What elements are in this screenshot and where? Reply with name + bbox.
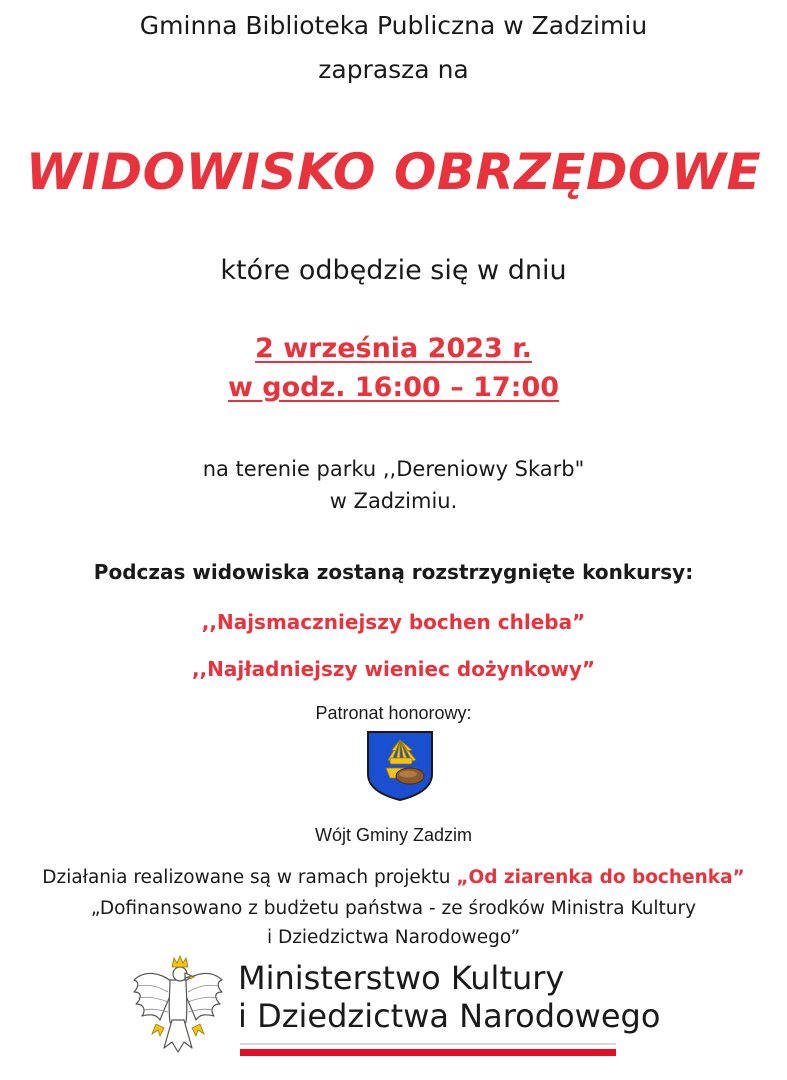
contests-heading: Podczas widowiska zostaną rozstrzygnięte konkursy:	[93, 560, 694, 584]
event-time: w godz. 16:00 – 17:00	[227, 372, 560, 403]
ministry-name-line: i Dziedzictwa Narodowego	[238, 997, 661, 1035]
contest-item: ,,Najładniejszy wieniec dożynkowy”	[191, 657, 596, 681]
project-prefix: Działania realizowane są w ramach projektu	[42, 867, 457, 888]
funding-line: i Dziedzictwa Narodowego”	[266, 927, 521, 948]
funding-line: „Dofinansowano z budżetu państwa - ze środków Ministra Kultury	[90, 898, 697, 919]
flag-stripe-red	[240, 1049, 616, 1056]
zadzim-coat-of-arms-icon	[366, 730, 434, 802]
invite-line: zaprasza na	[318, 55, 469, 84]
patron-label: Patronat honorowy:	[315, 703, 472, 723]
patron-name: Wójt Gminy Zadzim	[314, 825, 473, 845]
event-title: WIDOWISKO OBRZĘDOWE	[25, 143, 762, 201]
flag-stripe-white	[240, 1043, 616, 1045]
event-date: 2 września 2023 r.	[255, 333, 532, 364]
project-line	[0, 865, 787, 891]
organizer-line: Gminna Biblioteka Publiczna w Zadzimiu	[139, 11, 648, 40]
project-name: „Od ziarenka do bochenka”	[456, 867, 745, 888]
location-line: na terenie parku ,,Dereniowy Skarb"	[202, 457, 585, 481]
event-subheading: które odbędzie się w dniu	[220, 255, 567, 286]
contest-item: ,,Najsmaczniejszy bochen chleba”	[201, 610, 586, 634]
ministry-name-line: Ministerstwo Kultury	[238, 959, 565, 997]
white-eagle-emblem-icon	[130, 952, 226, 1056]
location-town: w Zadzimiu.	[329, 489, 458, 513]
